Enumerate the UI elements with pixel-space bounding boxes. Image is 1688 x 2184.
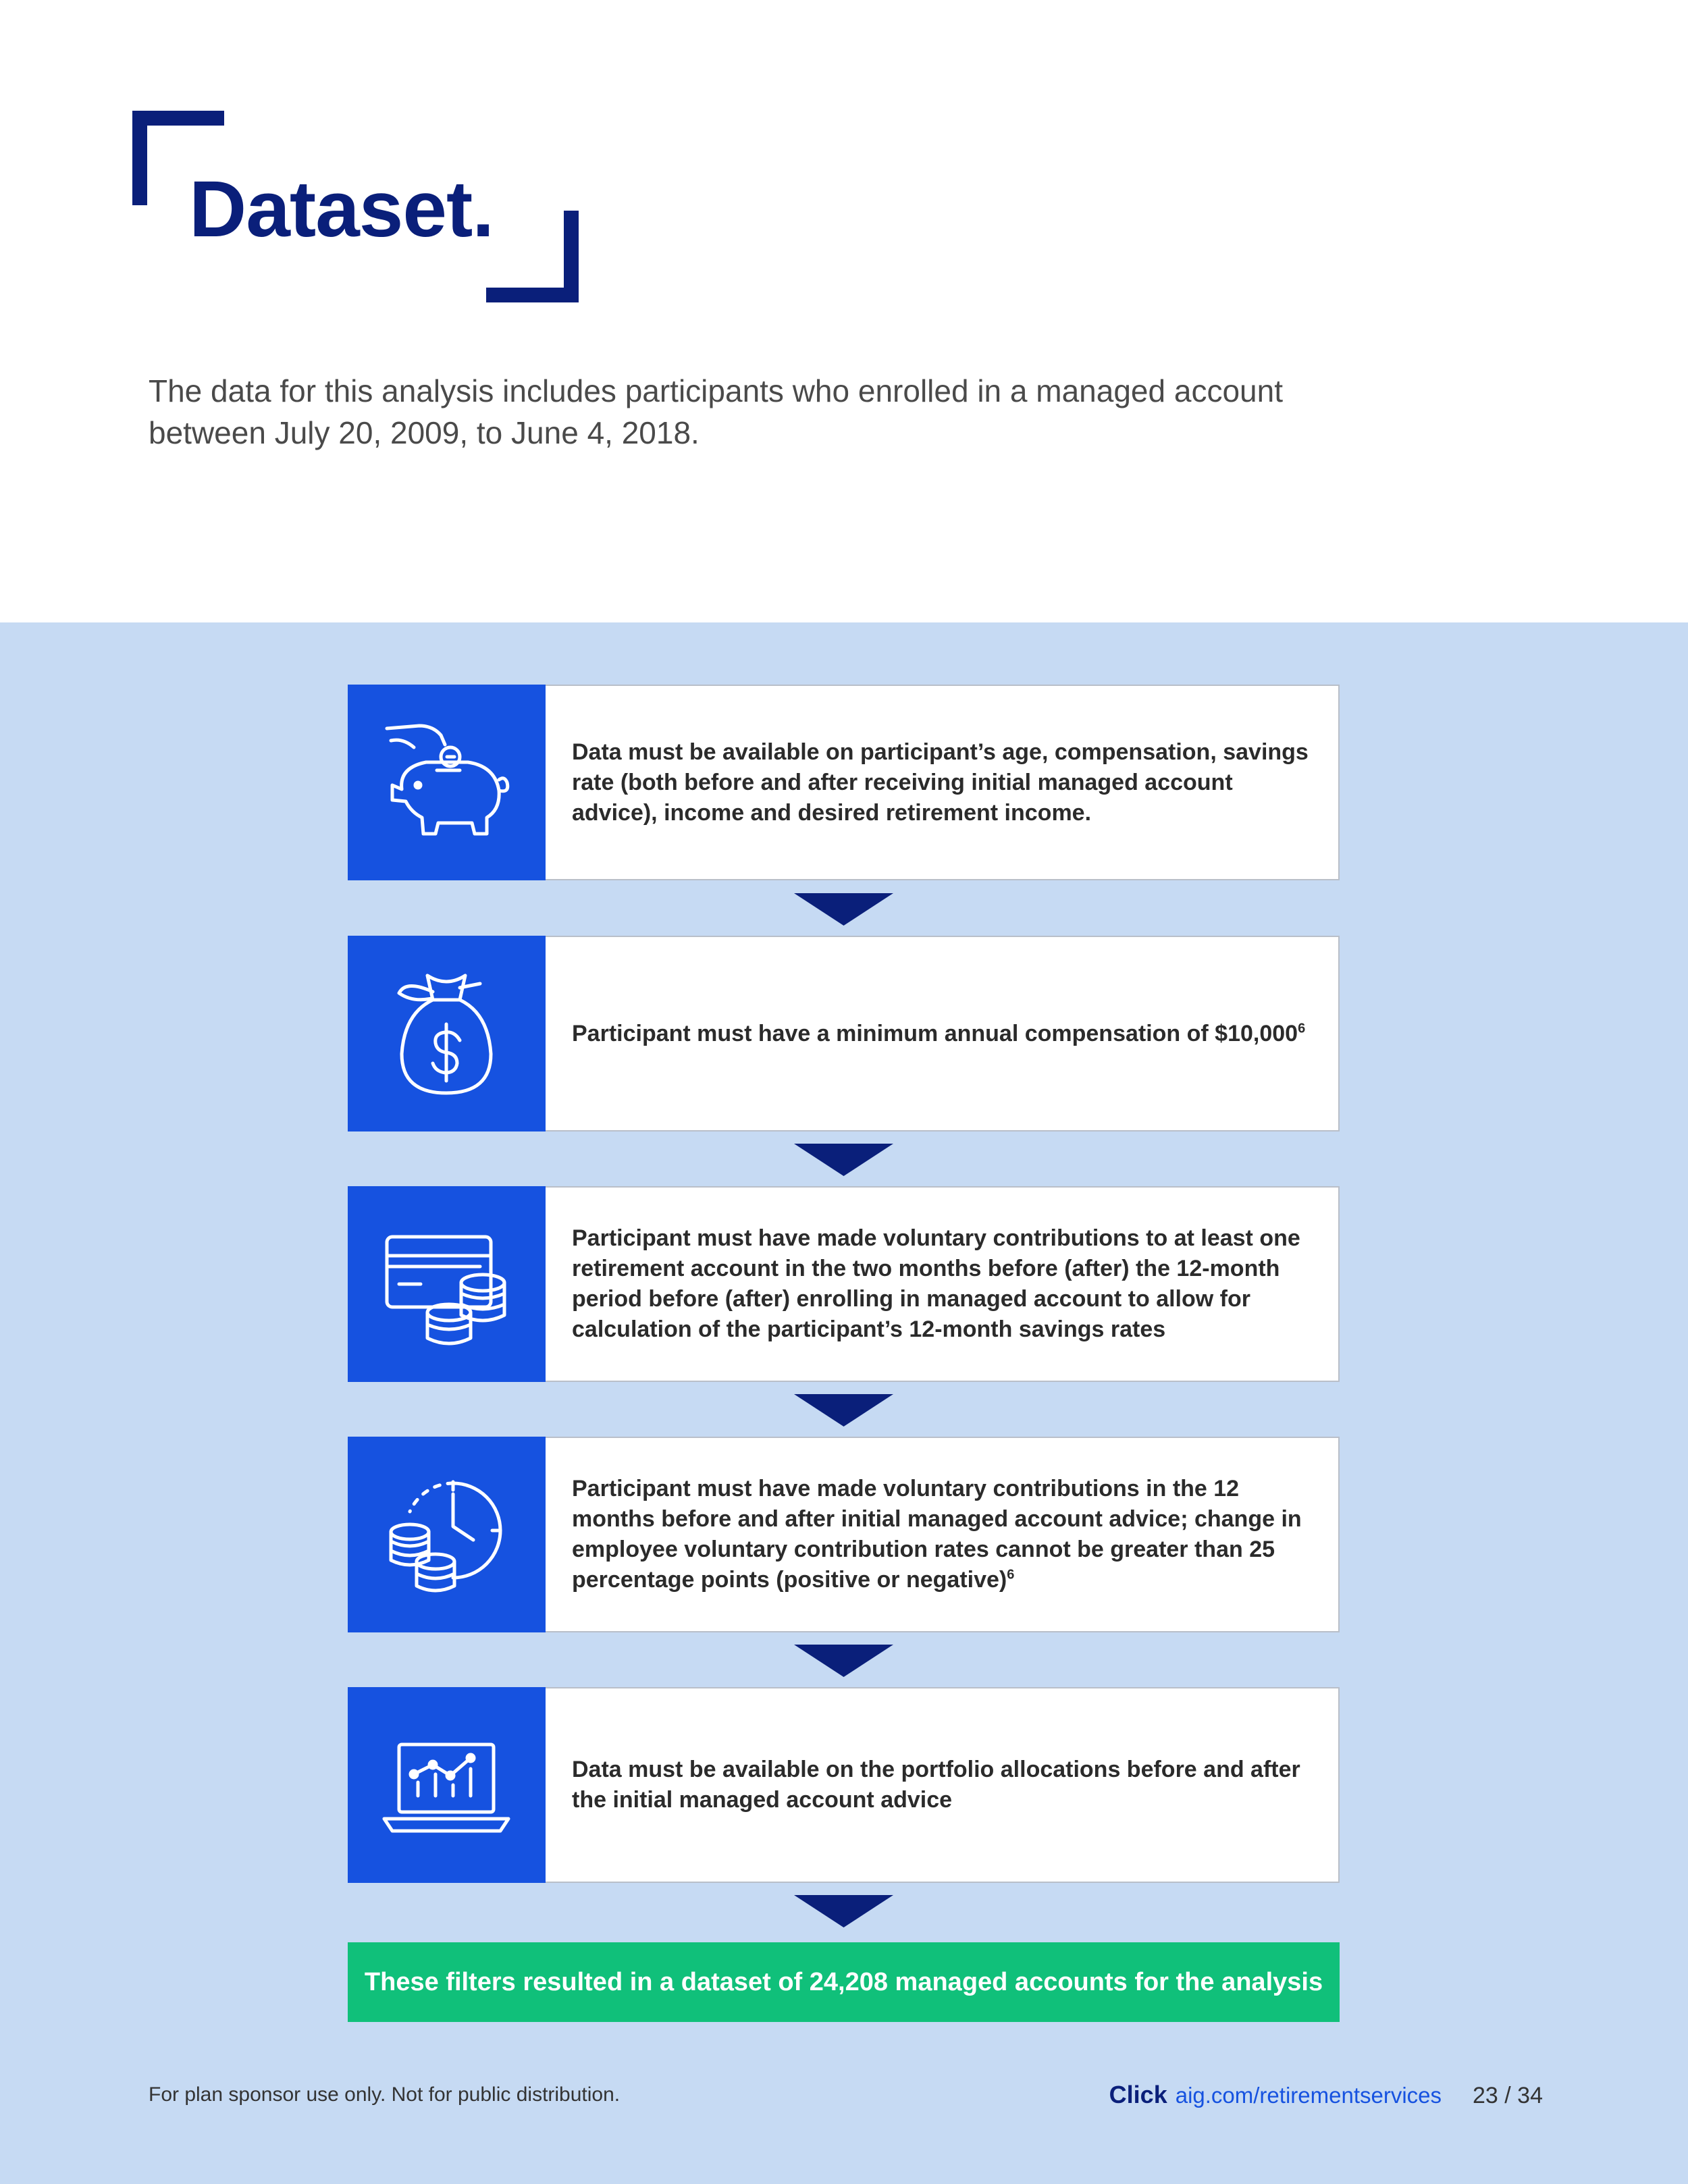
filter-icon-box <box>348 936 546 1131</box>
filter-icon-box <box>348 685 546 880</box>
credit-card-coins-icon <box>379 1217 514 1352</box>
footer-url-link[interactable]: aig.com/retirementservices <box>1175 2083 1442 2108</box>
flow-arrow-icon <box>794 893 893 926</box>
filter-text: Participant must have a minimum annual compensation of $10,000$^6$ <box>572 1020 1306 1046</box>
flow-arrow-icon <box>794 1645 893 1677</box>
filter-card <box>348 685 1340 880</box>
filter-icon-box <box>348 1186 546 1382</box>
laptop-chart-icon <box>379 1717 514 1853</box>
money-bag-icon <box>379 966 514 1101</box>
filter-card <box>348 1186 1340 1382</box>
result-banner <box>348 1942 1340 2022</box>
intro-paragraph: The data for this analysis includes participants who enrolled in a managed account between July 20, 2009, to June 4, 2018. <box>149 373 1283 450</box>
filter-card <box>348 1687 1340 1883</box>
footer-click-label: Click <box>1109 2081 1167 2108</box>
flow-arrow-icon <box>794 1144 893 1176</box>
filter-text: Data must be available on participant’s age, compensation, savings rate (both before and after receiving initial managed account advice), income and desired retirement income. <box>572 739 1309 826</box>
result-text: These filters resulted in a dataset of 24,208 managed accounts for the analysis <box>364 1967 1323 1996</box>
title-bracket-bottom-right-v <box>564 211 579 302</box>
filter-text: Participant must have made voluntary contributions to at least one retirement account in the two months before (after) the 12-month period before (after) enrolling in managed account to allow for calculation of the participant’s 12-month savings rates <box>572 1225 1300 1342</box>
piggy-bank-icon <box>379 715 514 850</box>
footer-disclaimer: For plan sponsor use only. Not for public distribution. <box>149 2083 621 2106</box>
filter-icon-box <box>348 1687 546 1883</box>
page-number: 23 / 34 <box>1473 2083 1543 2108</box>
clock-coins-icon <box>379 1467 514 1602</box>
filter-card <box>348 1437 1340 1632</box>
footer-links <box>1109 2081 1543 2109</box>
filter-text: Participant must have made voluntary contributions in the 12 months before and after initial managed account advice; change in employee voluntary contribution rates cannot be greater than 25 percentage points (positive or negative)$^6$ <box>572 1476 1302 1593</box>
filter-text: Data must be available on the portfolio allocations before and after the initial managed account advice <box>572 1757 1300 1813</box>
flow-arrow-icon <box>794 1394 893 1427</box>
flow-arrow-icon <box>794 1895 893 1927</box>
filter-icon-box <box>348 1437 546 1632</box>
filter-card <box>348 936 1340 1131</box>
title-bracket-top-left-v <box>132 111 147 205</box>
page-title: Dataset. <box>189 165 494 254</box>
